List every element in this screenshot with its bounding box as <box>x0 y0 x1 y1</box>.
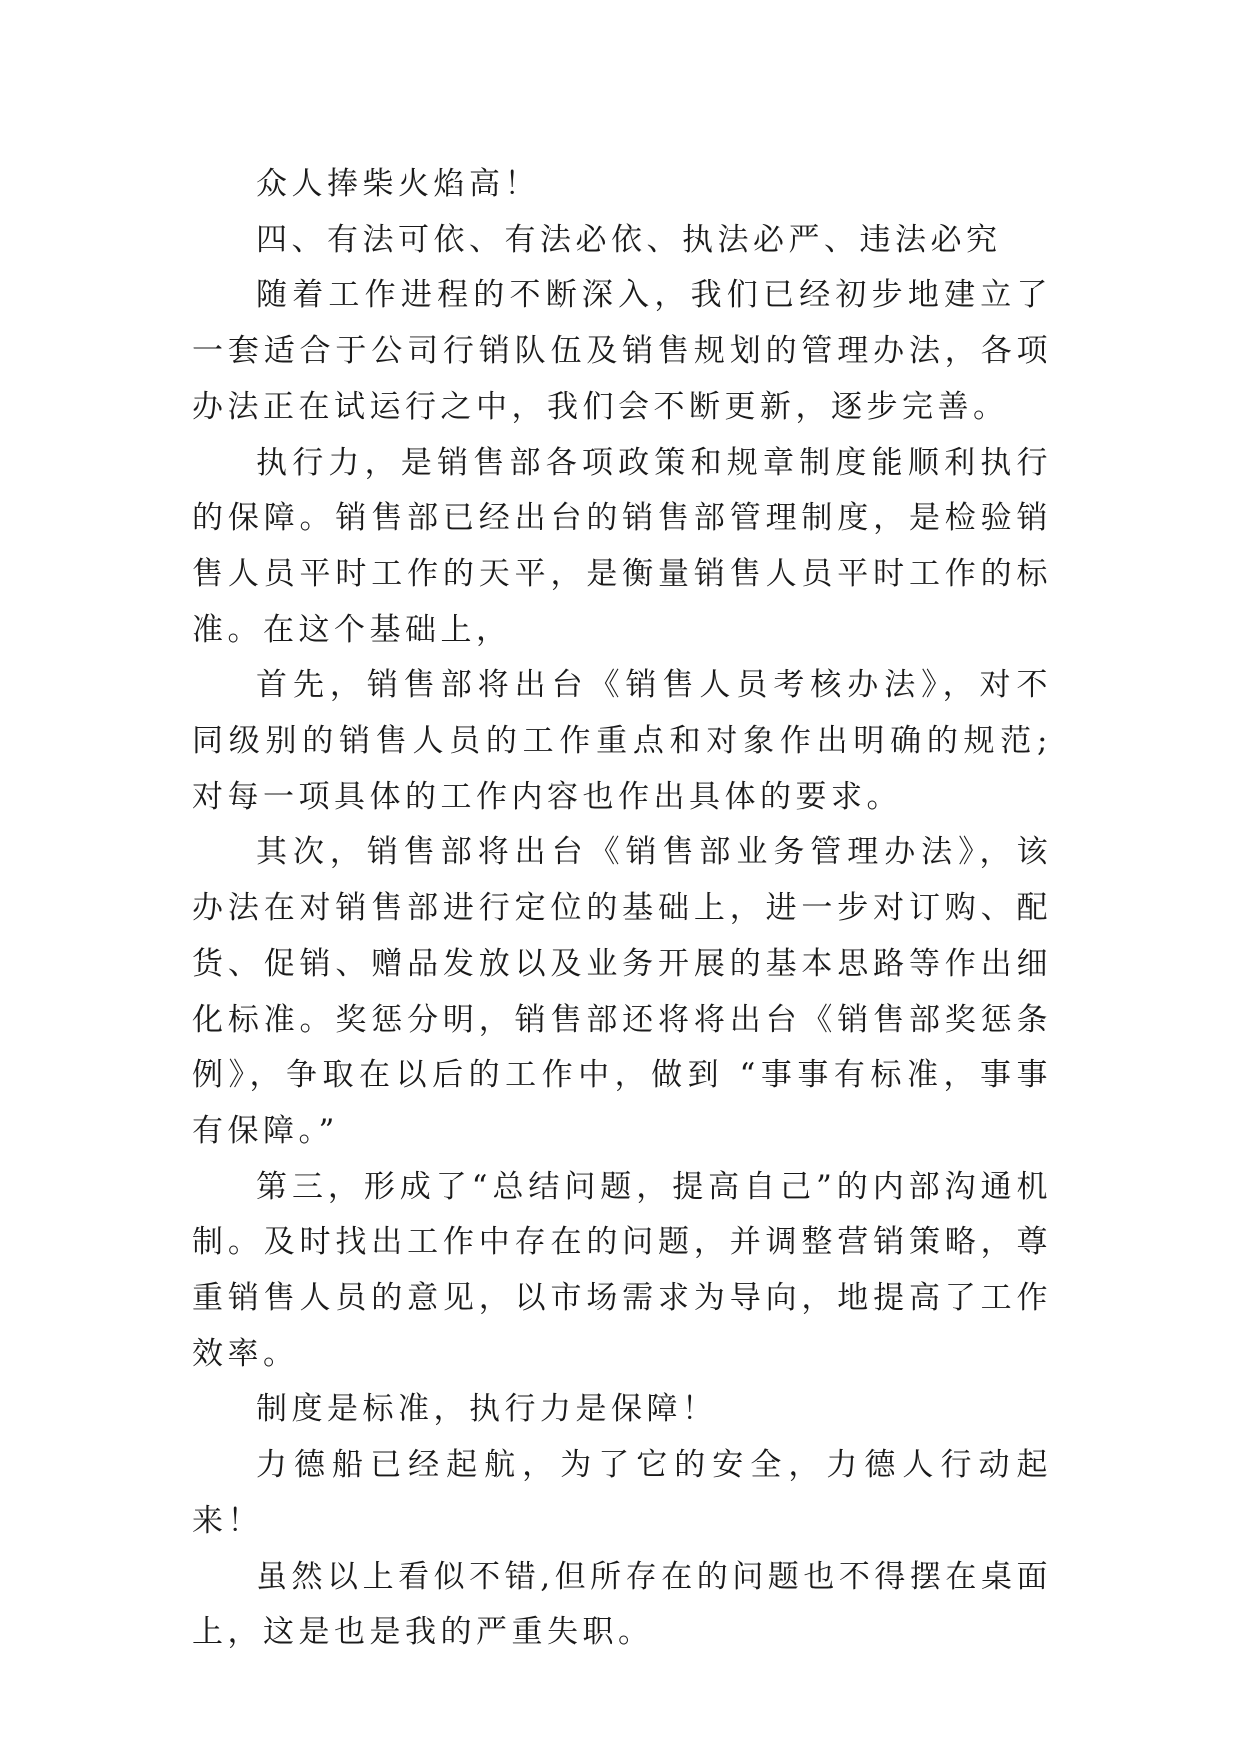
paragraph-standard: 制度是标准，执行力是保障！ <box>256 1391 718 1428</box>
paragraph-third: 第三，形成了“总结问题，提高自己”的内部沟通机制。及时找出工作中存在的问题，并调整营销策略，尊重销售人员的意见，以市场需求为导向，地提高了工作效率。 <box>192 1168 1052 1372</box>
paragraph-slogan: 众人捧柴火焰高！ <box>256 166 540 202</box>
paragraph-launch: 力德船已经起航，为了它的安全，力德人行动起来！ <box>192 1447 1052 1539</box>
paragraph-second: 其次，销售部将出台《销售部业务管理办法》，该办法在对销售部进行定位的基础上，进一步对订购、配货、促销、赠品发放以及业务开展的基本思路等作出细化标准。奖惩分明，销售部还将将出台《销售部奖惩条例》，争取在以后的工作中，做到 “事事有标准，事事有保障。” <box>192 834 1052 1149</box>
section-heading: 四、有法可依、有法必依、执法必严、违法必究 <box>256 221 1002 258</box>
paragraph-first: 首先，销售部将出台《销售人员考核办法》，对不同级别的销售人员的工作重点和对象作出明确的规范;对每一项具体的工作内容也作出具体的要求。 <box>192 667 1052 815</box>
document-body <box>192 157 1052 1661</box>
paragraph-management-methods: 随着工作进程的不断深入，我们已经初步地建立了一套适合于公司行销队伍及销售规划的管理办法，各项办法正在试运行之中，我们会不断更新，逐步完善。 <box>192 277 1052 425</box>
paragraph-execution: 执行力，是销售部各项政策和规章制度能顺利执行的保障。销售部已经出台的销售部管理制度，是检验销售人员平时工作的天平，是衡量销售人员平时工作的标准。在这个基础上， <box>192 444 1052 648</box>
paragraph-problems: 虽然以上看似不错,但所存在的问题也不得摆在桌面上，这是也是我的严重失职。 <box>192 1558 1052 1651</box>
